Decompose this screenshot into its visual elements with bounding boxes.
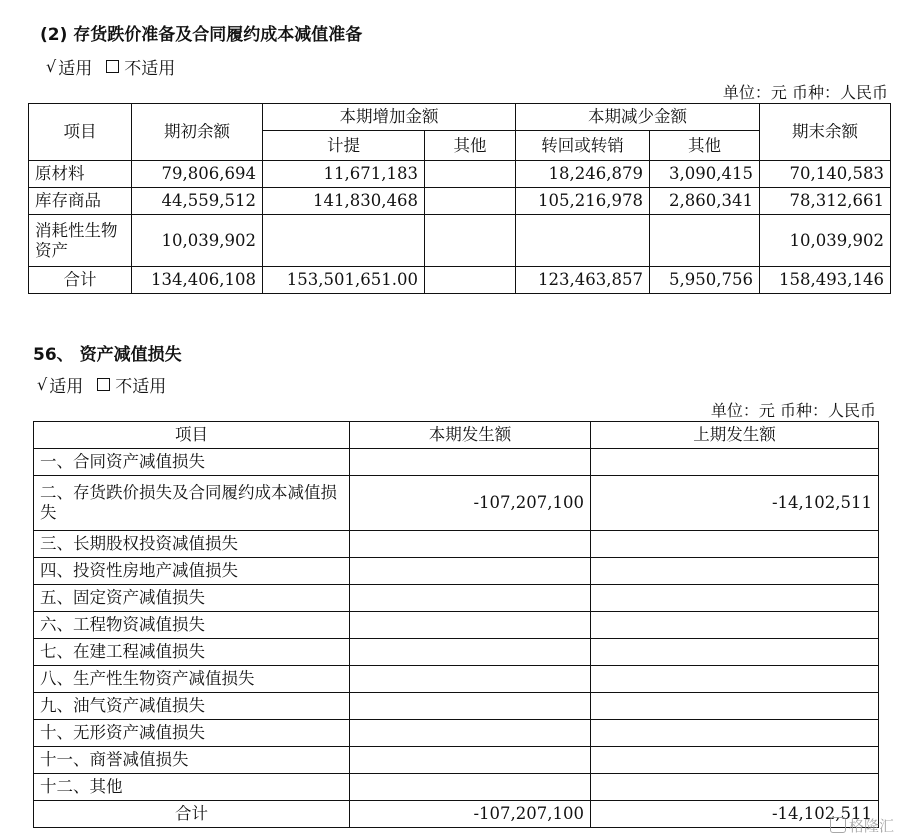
row-prior	[591, 666, 879, 693]
row-opening: 134,406,108	[132, 267, 263, 294]
row-other-decrease	[650, 215, 760, 267]
table-row	[34, 666, 879, 693]
header-item: 项目	[34, 422, 350, 449]
row-item: 库存商品	[29, 188, 132, 215]
not-applicable-label: 不适用	[115, 377, 167, 397]
row-other-increase	[425, 267, 516, 294]
row-item: 十、无形资产减值损失	[34, 720, 350, 747]
row-item: 原材料	[29, 161, 132, 188]
row-other-decrease: 2,860,341	[650, 188, 760, 215]
unit-label-2: 单位：元 币种：人民币	[710, 401, 876, 420]
row-current	[350, 585, 591, 612]
row-provision: 141,830,468	[263, 188, 425, 215]
header-provision: 计提	[263, 131, 425, 161]
table-row-total	[34, 801, 879, 828]
row-current	[350, 747, 591, 774]
row-current	[350, 693, 591, 720]
applicability-row-1	[46, 54, 175, 79]
watermark	[830, 815, 894, 836]
unit-label-1: 单位：元 币种：人民币	[722, 83, 888, 102]
row-closing: 10,039,902	[760, 215, 891, 267]
table-row	[29, 161, 891, 188]
table-row-total	[29, 267, 891, 294]
row-other-increase	[425, 161, 516, 188]
row-reversal: 105,216,978	[516, 188, 650, 215]
checkmark-icon: √	[37, 375, 48, 394]
row-prior	[591, 531, 879, 558]
row-provision: 11,671,183	[263, 161, 425, 188]
header-opening-balance: 期初余额	[132, 104, 263, 161]
header-other-increase: 其他	[425, 131, 516, 161]
row-reversal	[516, 215, 650, 267]
table-row	[34, 585, 879, 612]
row-prior: -14,102,511	[591, 476, 879, 531]
row-current: -107,207,100	[350, 476, 591, 531]
row-item: 二、存货跌价损失及合同履约成本减值损失	[34, 476, 350, 531]
applicable-label: 适用	[58, 59, 93, 79]
row-item: 消耗性生物资产	[29, 215, 132, 267]
row-item: 八、生产性生物资产减值损失	[34, 666, 350, 693]
empty-checkbox-icon	[97, 378, 110, 391]
row-prior: -14,102,511	[591, 801, 879, 828]
table-row	[34, 612, 879, 639]
table-row	[34, 639, 879, 666]
row-opening: 79,806,694	[132, 161, 263, 188]
row-item: 合计	[29, 267, 132, 294]
table-row	[29, 215, 891, 267]
watermark-logo-icon	[830, 817, 846, 833]
header-decrease: 本期减少金额	[516, 104, 760, 131]
asset-impairment-table	[33, 421, 879, 828]
row-reversal: 18,246,879	[516, 161, 650, 188]
row-item: 三、长期股权投资减值损失	[34, 531, 350, 558]
inventory-provision-table	[28, 103, 891, 294]
section-title-inventory-provision: (2) 存货跌价准备及合同履约成本减值准备	[40, 25, 363, 45]
row-prior	[591, 639, 879, 666]
section-title-asset-impairment: 56、 资产减值损失	[33, 345, 182, 365]
row-current	[350, 639, 591, 666]
row-prior	[591, 747, 879, 774]
row-opening: 10,039,902	[132, 215, 263, 267]
table-row	[34, 747, 879, 774]
row-closing: 78,312,661	[760, 188, 891, 215]
row-prior	[591, 774, 879, 801]
row-current	[350, 666, 591, 693]
row-current	[350, 720, 591, 747]
row-item: 十二、其他	[34, 774, 350, 801]
row-prior	[591, 612, 879, 639]
table-row	[34, 693, 879, 720]
header-item: 项目	[29, 104, 132, 161]
row-current	[350, 531, 591, 558]
row-provision: 153,501,651.00	[263, 267, 425, 294]
row-current	[350, 774, 591, 801]
row-prior	[591, 449, 879, 476]
row-closing: 158,493,146	[760, 267, 891, 294]
row-current	[350, 449, 591, 476]
row-prior	[591, 720, 879, 747]
row-opening: 44,559,512	[132, 188, 263, 215]
row-prior	[591, 585, 879, 612]
header-current-period: 本期发生额	[350, 422, 591, 449]
row-current: -107,207,100	[350, 801, 591, 828]
table-row	[34, 558, 879, 585]
row-other-increase	[425, 188, 516, 215]
table-row	[34, 774, 879, 801]
row-provision	[263, 215, 425, 267]
row-other-decrease: 5,950,756	[650, 267, 760, 294]
not-applicable-label: 不适用	[124, 59, 176, 79]
row-other-decrease: 3,090,415	[650, 161, 760, 188]
table-row	[34, 476, 879, 531]
row-closing: 70,140,583	[760, 161, 891, 188]
row-item: 四、投资性房地产减值损失	[34, 558, 350, 585]
row-prior	[591, 558, 879, 585]
applicable-label: 适用	[49, 377, 84, 397]
row-current	[350, 612, 591, 639]
applicability-row-2	[37, 372, 166, 397]
header-increase: 本期增加金额	[263, 104, 516, 131]
header-prior-period: 上期发生额	[591, 422, 879, 449]
row-item: 六、工程物资减值损失	[34, 612, 350, 639]
row-item: 五、固定资产减值损失	[34, 585, 350, 612]
header-reversal: 转回或转销	[516, 131, 650, 161]
checkmark-icon: √	[46, 57, 57, 76]
table-row	[29, 188, 891, 215]
header-closing-balance: 期末余额	[760, 104, 891, 161]
row-item: 七、在建工程减值损失	[34, 639, 350, 666]
row-other-increase	[425, 215, 516, 267]
row-item: 九、油气资产减值损失	[34, 693, 350, 720]
row-current	[350, 558, 591, 585]
row-item: 十一、商誉减值损失	[34, 747, 350, 774]
header-other-decrease: 其他	[650, 131, 760, 161]
row-item: 一、合同资产减值损失	[34, 449, 350, 476]
table-row	[34, 531, 879, 558]
row-prior	[591, 693, 879, 720]
row-reversal: 123,463,857	[516, 267, 650, 294]
table-row	[34, 449, 879, 476]
table-row	[34, 720, 879, 747]
watermark-text: 格隆汇	[848, 817, 894, 835]
row-item: 合计	[34, 801, 350, 828]
empty-checkbox-icon	[106, 60, 119, 73]
